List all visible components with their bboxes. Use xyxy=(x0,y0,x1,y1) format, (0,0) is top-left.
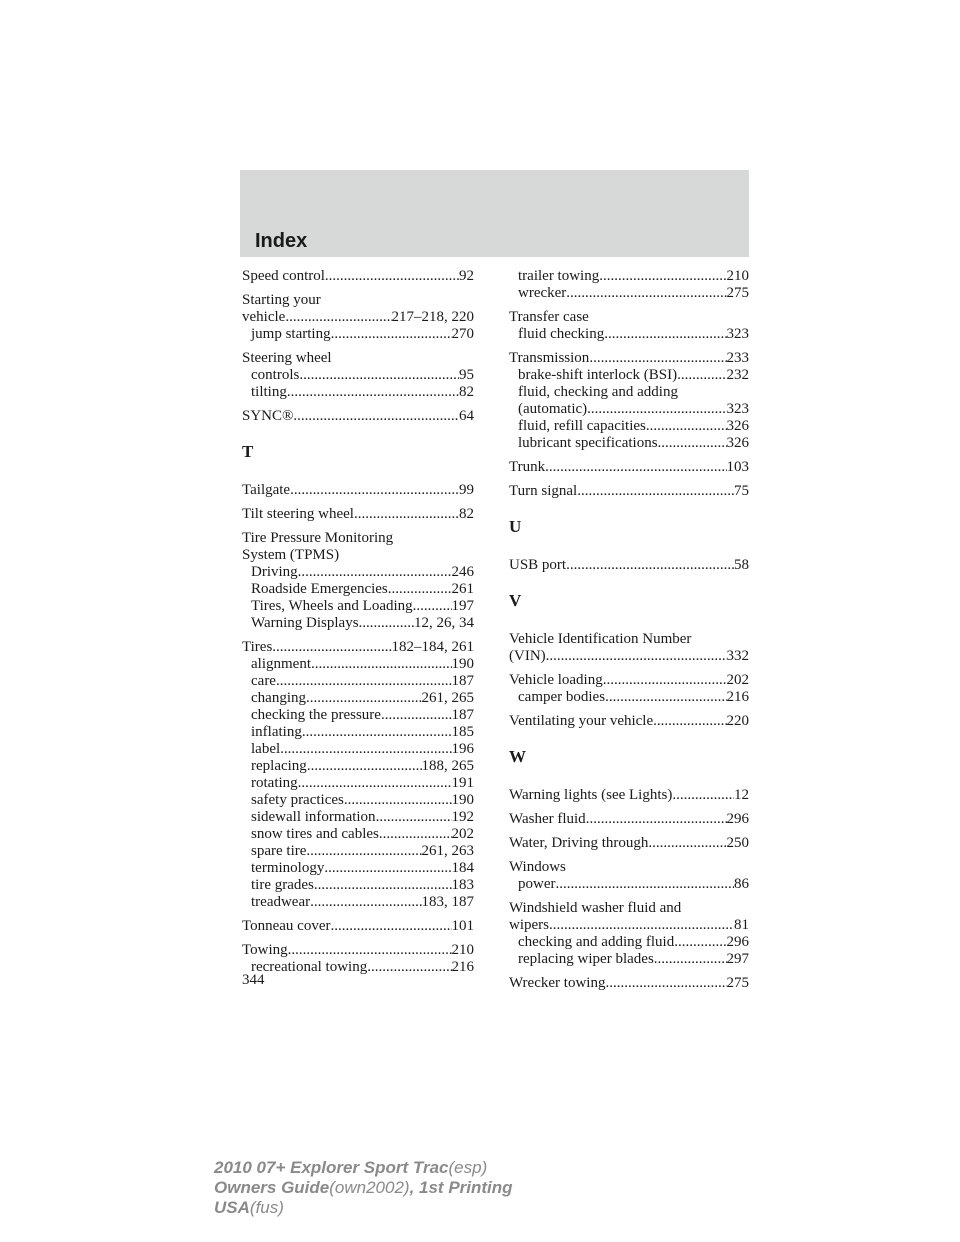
index-term: Starting your xyxy=(242,292,321,308)
index-entry-line xyxy=(242,918,474,935)
index-page-ref: 12, 26, 34 xyxy=(414,615,474,631)
index-page-ref: 296 xyxy=(726,811,749,827)
index-column-left xyxy=(242,268,474,983)
index-term: alignment xyxy=(251,656,311,672)
index-term: fluid, checking and adding xyxy=(518,384,678,400)
index-entry-line xyxy=(242,942,474,959)
index-entry xyxy=(242,268,474,285)
index-entry xyxy=(509,459,749,476)
index-entry-line xyxy=(509,648,749,665)
index-page-ref: 233 xyxy=(726,350,749,366)
index-page-ref: 261, 263 xyxy=(421,843,474,859)
index-subentry-line xyxy=(509,418,749,435)
print-footer xyxy=(214,1158,513,1218)
index-entry xyxy=(242,918,474,935)
index-term: Warning Displays xyxy=(251,615,359,631)
footer-guide-code: (own2002) xyxy=(329,1178,410,1197)
footer-model: 2010 07+ Explorer Sport Trac xyxy=(214,1158,449,1177)
dot-leader xyxy=(566,285,726,302)
index-page-ref: 190 xyxy=(451,792,474,808)
index-page-ref: 323 xyxy=(726,326,749,342)
index-subentry-line xyxy=(242,775,474,792)
index-entry-line xyxy=(509,835,749,852)
dot-leader xyxy=(605,689,726,706)
index-term: Vehicle loading xyxy=(509,672,603,688)
index-term: terminology xyxy=(251,860,325,876)
index-subentry-line xyxy=(242,894,474,911)
index-page-ref: 75 xyxy=(734,483,749,499)
index-entry-line xyxy=(509,631,749,648)
dot-leader xyxy=(599,268,726,285)
index-entry-line xyxy=(242,547,474,564)
dot-leader xyxy=(306,690,422,707)
index-term: label xyxy=(251,741,281,757)
index-page-ref: 232 xyxy=(726,367,749,383)
index-term: Speed control xyxy=(242,268,325,284)
footer-line-1 xyxy=(214,1158,513,1178)
index-entry xyxy=(509,631,749,665)
index-term: brake-shift interlock (BSI) xyxy=(518,367,678,383)
dot-leader xyxy=(344,792,452,809)
dot-leader xyxy=(586,811,727,828)
index-subentry-line xyxy=(509,285,749,302)
index-page-ref: 275 xyxy=(726,285,749,301)
index-term: recreational towing xyxy=(251,959,368,975)
index-term: (VIN) xyxy=(509,648,546,664)
index-term: snow tires and cables xyxy=(251,826,379,842)
index-page-ref: 297 xyxy=(726,951,749,967)
index-page-ref: 99 xyxy=(459,482,474,498)
footer-market: USA xyxy=(214,1198,250,1217)
index-term: Warning lights (see Lights) xyxy=(509,787,673,803)
index-page-ref: 332 xyxy=(726,648,749,664)
dot-leader xyxy=(658,435,727,452)
index-entry-line xyxy=(509,713,749,730)
dot-leader xyxy=(298,564,452,581)
index-term: Trunk xyxy=(509,459,546,475)
index-entry-line xyxy=(242,408,474,425)
index-page-ref: 182–184, 261 xyxy=(391,639,474,655)
footer-market-code: (fus) xyxy=(249,1198,284,1217)
index-term: power xyxy=(518,876,556,892)
index-page-ref: 261, 265 xyxy=(421,690,474,706)
index-subentry-line xyxy=(242,792,474,809)
dot-leader xyxy=(314,877,452,894)
index-entry-line xyxy=(509,787,749,804)
index-subentry-line xyxy=(242,724,474,741)
index-term: rotating xyxy=(251,775,298,791)
dot-leader xyxy=(367,959,451,976)
index-page-ref: 275 xyxy=(726,975,749,991)
index-term: inflating xyxy=(251,724,302,740)
index-page-ref: 270 xyxy=(451,326,474,342)
index-page-ref: 187 xyxy=(451,707,474,723)
index-page-ref: 202 xyxy=(726,672,749,688)
index-term: Tire Pressure Monitoring xyxy=(242,530,394,546)
index-page-ref: 216 xyxy=(451,959,474,975)
index-term: vehicle xyxy=(242,309,286,325)
dot-leader xyxy=(556,876,735,893)
index-term: Vehicle Identification Number xyxy=(509,631,692,647)
dot-leader xyxy=(311,656,452,673)
index-subentry-line xyxy=(509,689,749,706)
dot-leader xyxy=(379,826,452,843)
index-entry xyxy=(509,975,749,992)
index-subentry-line xyxy=(242,860,474,877)
dot-leader xyxy=(654,951,727,968)
index-term: changing xyxy=(251,690,306,706)
index-term: Windshield washer fluid and xyxy=(509,900,682,916)
dot-leader xyxy=(288,942,452,959)
index-page-ref: 326 xyxy=(726,435,749,451)
index-entry-line xyxy=(509,672,749,689)
index-page-ref: 185 xyxy=(451,724,474,740)
index-subentry-line xyxy=(242,615,474,632)
index-subentry-line xyxy=(242,384,474,401)
index-term: care xyxy=(251,673,276,689)
index-entry-line xyxy=(242,292,474,309)
index-subentry-line xyxy=(509,934,749,951)
index-page-ref: 12 xyxy=(734,787,749,803)
index-term: checking and adding fluid xyxy=(518,934,675,950)
index-page-ref: 82 xyxy=(459,506,474,522)
index-subentry-line xyxy=(242,741,474,758)
index-page-ref: 190 xyxy=(451,656,474,672)
index-entry-line xyxy=(509,811,749,828)
index-term: Tonneau cover xyxy=(242,918,331,934)
index-page-ref: 95 xyxy=(459,367,474,383)
index-page-ref: 197 xyxy=(451,598,474,614)
index-page-ref: 58 xyxy=(734,557,749,573)
index-entry xyxy=(242,942,474,976)
index-page-ref: 210 xyxy=(451,942,474,958)
index-subentry-line xyxy=(242,826,474,843)
dot-leader xyxy=(299,367,459,384)
index-term: tilting xyxy=(251,384,287,400)
section-title: Index xyxy=(255,230,308,252)
index-entry xyxy=(509,557,749,574)
index-subentry-line xyxy=(509,384,749,401)
dot-leader xyxy=(677,367,726,384)
index-entry xyxy=(509,268,749,302)
dot-leader xyxy=(646,418,727,435)
footer-line-2 xyxy=(214,1178,513,1198)
header-band xyxy=(240,170,749,257)
dot-leader xyxy=(672,787,734,804)
footer-printing: , 1st Printing xyxy=(409,1178,513,1197)
dot-leader xyxy=(359,615,414,632)
index-entry xyxy=(509,483,749,500)
index-page-ref: 217–218, 220 xyxy=(391,309,474,325)
index-entry-line xyxy=(242,482,474,499)
index-term: controls xyxy=(251,367,300,383)
index-entry-line xyxy=(509,917,749,934)
footer-line-3 xyxy=(214,1198,513,1218)
index-subentry-line xyxy=(242,656,474,673)
index-page-ref: 187 xyxy=(451,673,474,689)
dot-leader xyxy=(653,713,726,730)
index-entry-line xyxy=(242,639,474,656)
index-subentry-line xyxy=(242,367,474,384)
index-page-ref: 210 xyxy=(726,268,749,284)
index-page-ref: 103 xyxy=(726,459,749,475)
footer-model-code: (esp) xyxy=(448,1158,488,1177)
dot-leader xyxy=(293,408,459,425)
index-subentry-line xyxy=(242,959,474,976)
index-entry xyxy=(509,350,749,452)
index-term: fluid checking xyxy=(518,326,605,342)
index-subentry-line xyxy=(242,673,474,690)
index-page-ref: 220 xyxy=(726,713,749,729)
index-entry xyxy=(509,672,749,706)
index-subentry-line xyxy=(242,809,474,826)
index-entry-line xyxy=(242,530,474,547)
index-term: replacing wiper blades xyxy=(518,951,654,967)
index-subentry-line xyxy=(242,843,474,860)
index-page-ref: 192 xyxy=(451,809,474,825)
index-term: Turn signal xyxy=(509,483,578,499)
index-subentry-line xyxy=(242,598,474,615)
index-page-ref: 86 xyxy=(734,876,749,892)
dot-leader xyxy=(307,758,422,775)
index-entry-line xyxy=(509,557,749,574)
index-subentry-line xyxy=(242,707,474,724)
dot-leader xyxy=(276,673,452,690)
index-term: Tailgate xyxy=(242,482,291,498)
dot-leader xyxy=(287,384,459,401)
dot-leader xyxy=(604,326,726,343)
index-entry xyxy=(242,408,474,425)
index-term: System (TPMS) xyxy=(242,547,340,563)
dot-leader xyxy=(648,835,726,852)
index-page-ref: 184 xyxy=(451,860,474,876)
index-page-ref: 296 xyxy=(726,934,749,950)
index-term: Steering wheel xyxy=(242,350,332,366)
index-entry-line xyxy=(509,975,749,992)
index-letter-heading: W xyxy=(509,747,526,766)
index-entry-line xyxy=(509,900,749,917)
index-term: Tilt steering wheel xyxy=(242,506,354,522)
index-entry xyxy=(509,835,749,852)
index-letter-heading: V xyxy=(509,591,522,610)
index-subentry-line xyxy=(509,876,749,893)
index-term: Roadside Emergencies xyxy=(251,581,388,597)
index-entry-line xyxy=(242,268,474,285)
index-term: Ventilating your vehicle xyxy=(509,713,654,729)
dot-leader xyxy=(549,917,734,934)
index-term: Tires, Wheels and Loading xyxy=(251,598,413,614)
dot-leader xyxy=(545,459,726,476)
index-term: wrecker xyxy=(518,285,567,301)
index-term: Driving xyxy=(251,564,298,580)
index-entry xyxy=(509,713,749,730)
index-subentry-line xyxy=(509,401,749,418)
index-term: wipers xyxy=(509,917,549,933)
dot-leader xyxy=(290,482,459,499)
index-page-ref: 196 xyxy=(451,741,474,757)
dot-leader xyxy=(331,326,452,343)
index-term: (automatic) xyxy=(518,401,588,417)
index-letter-heading: T xyxy=(242,442,254,461)
index-term: replacing xyxy=(251,758,307,774)
dot-leader xyxy=(325,268,459,285)
index-page-ref: 261 xyxy=(451,581,474,597)
index-term: checking the pressure xyxy=(251,707,381,723)
index-term: safety practices xyxy=(251,792,344,808)
dot-leader xyxy=(566,557,734,574)
dot-leader xyxy=(280,741,451,758)
index-page-ref: 81 xyxy=(734,917,749,933)
dot-leader xyxy=(324,860,451,877)
index-page-ref: 250 xyxy=(726,835,749,851)
index-entry xyxy=(509,900,749,968)
index-term: Washer fluid xyxy=(509,811,586,827)
index-entry xyxy=(242,639,474,911)
dot-leader xyxy=(603,672,727,689)
index-letter-heading: U xyxy=(509,517,522,536)
dot-leader xyxy=(302,724,452,741)
index-page-ref: 64 xyxy=(459,408,474,424)
index-term: Transmission xyxy=(509,350,590,366)
index-subentry-line xyxy=(509,268,749,285)
index-entry-line xyxy=(509,350,749,367)
index-subentry-line xyxy=(509,367,749,384)
index-entry xyxy=(509,859,749,893)
index-term: camper bodies xyxy=(518,689,606,705)
index-page-ref: 92 xyxy=(459,268,474,284)
index-subentry-line xyxy=(509,326,749,343)
index-subentry-line xyxy=(242,758,474,775)
index-page-ref: 191 xyxy=(451,775,474,791)
dot-leader xyxy=(272,639,391,656)
index-entry-line xyxy=(509,309,749,326)
index-entry xyxy=(509,309,749,343)
index-column-right xyxy=(509,268,749,999)
index-subentry-line xyxy=(242,581,474,598)
index-entry xyxy=(242,292,474,343)
index-subentry-line xyxy=(242,564,474,581)
page-number: 344 xyxy=(242,972,265,988)
index-term: Windows xyxy=(509,859,566,875)
dot-leader xyxy=(589,350,726,367)
index-term: SYNC® xyxy=(242,408,294,424)
index-term: sidewall information xyxy=(251,809,376,825)
index-term: lubricant specifications xyxy=(518,435,658,451)
index-entry-line xyxy=(242,350,474,367)
dot-leader xyxy=(310,894,421,911)
index-page-ref: 326 xyxy=(726,418,749,434)
dot-leader xyxy=(376,809,452,826)
index-subentry-line xyxy=(242,690,474,707)
index-term: Wrecker towing xyxy=(509,975,606,991)
index-entry-line xyxy=(509,859,749,876)
index-page-ref: 101 xyxy=(451,918,474,934)
dot-leader xyxy=(298,775,452,792)
index-term: Transfer case xyxy=(509,309,589,325)
index-subentry-line xyxy=(242,877,474,894)
index-entry-line xyxy=(509,483,749,500)
dot-leader xyxy=(413,598,452,615)
index-page-ref: 246 xyxy=(451,564,474,580)
index-subentry-line xyxy=(509,435,749,452)
index-entry-line xyxy=(509,459,749,476)
index-term: spare tire xyxy=(251,843,307,859)
dot-leader xyxy=(381,707,452,724)
index-entry xyxy=(242,506,474,523)
index-term: jump starting xyxy=(251,326,331,342)
dot-leader xyxy=(331,918,452,935)
index-term: tire grades xyxy=(251,877,314,893)
dot-leader xyxy=(674,934,726,951)
dot-leader xyxy=(546,648,727,665)
index-entry xyxy=(242,350,474,401)
dot-leader xyxy=(605,975,726,992)
dot-leader xyxy=(587,401,726,418)
dot-leader xyxy=(306,843,421,860)
index-term: Tires xyxy=(242,639,273,655)
index-entry xyxy=(509,787,749,804)
index-entry xyxy=(242,530,474,632)
index-term: fluid, refill capacities xyxy=(518,418,646,434)
dot-leader xyxy=(388,581,452,598)
index-term: Towing xyxy=(242,942,288,958)
index-term: treadwear xyxy=(251,894,311,910)
dot-leader xyxy=(354,506,459,523)
index-page-ref: 188, 265 xyxy=(421,758,474,774)
index-term: Water, Driving through xyxy=(509,835,649,851)
index-page-ref: 183 xyxy=(451,877,474,893)
index-entry xyxy=(509,811,749,828)
index-page-ref: 183, 187 xyxy=(421,894,474,910)
index-entry xyxy=(242,482,474,499)
index-entry-line xyxy=(242,506,474,523)
dot-leader xyxy=(577,483,734,500)
index-entry-line xyxy=(242,309,474,326)
index-term: USB port xyxy=(509,557,567,573)
index-page-ref: 323 xyxy=(726,401,749,417)
index-term: trailer towing xyxy=(518,268,600,284)
index-subentry-line xyxy=(242,326,474,343)
index-subentry-line xyxy=(509,951,749,968)
footer-guide: Owners Guide xyxy=(214,1178,330,1197)
index-page-ref: 202 xyxy=(451,826,474,842)
index-page-ref: 82 xyxy=(459,384,474,400)
index-page-ref: 216 xyxy=(726,689,749,705)
dot-leader xyxy=(285,309,391,326)
